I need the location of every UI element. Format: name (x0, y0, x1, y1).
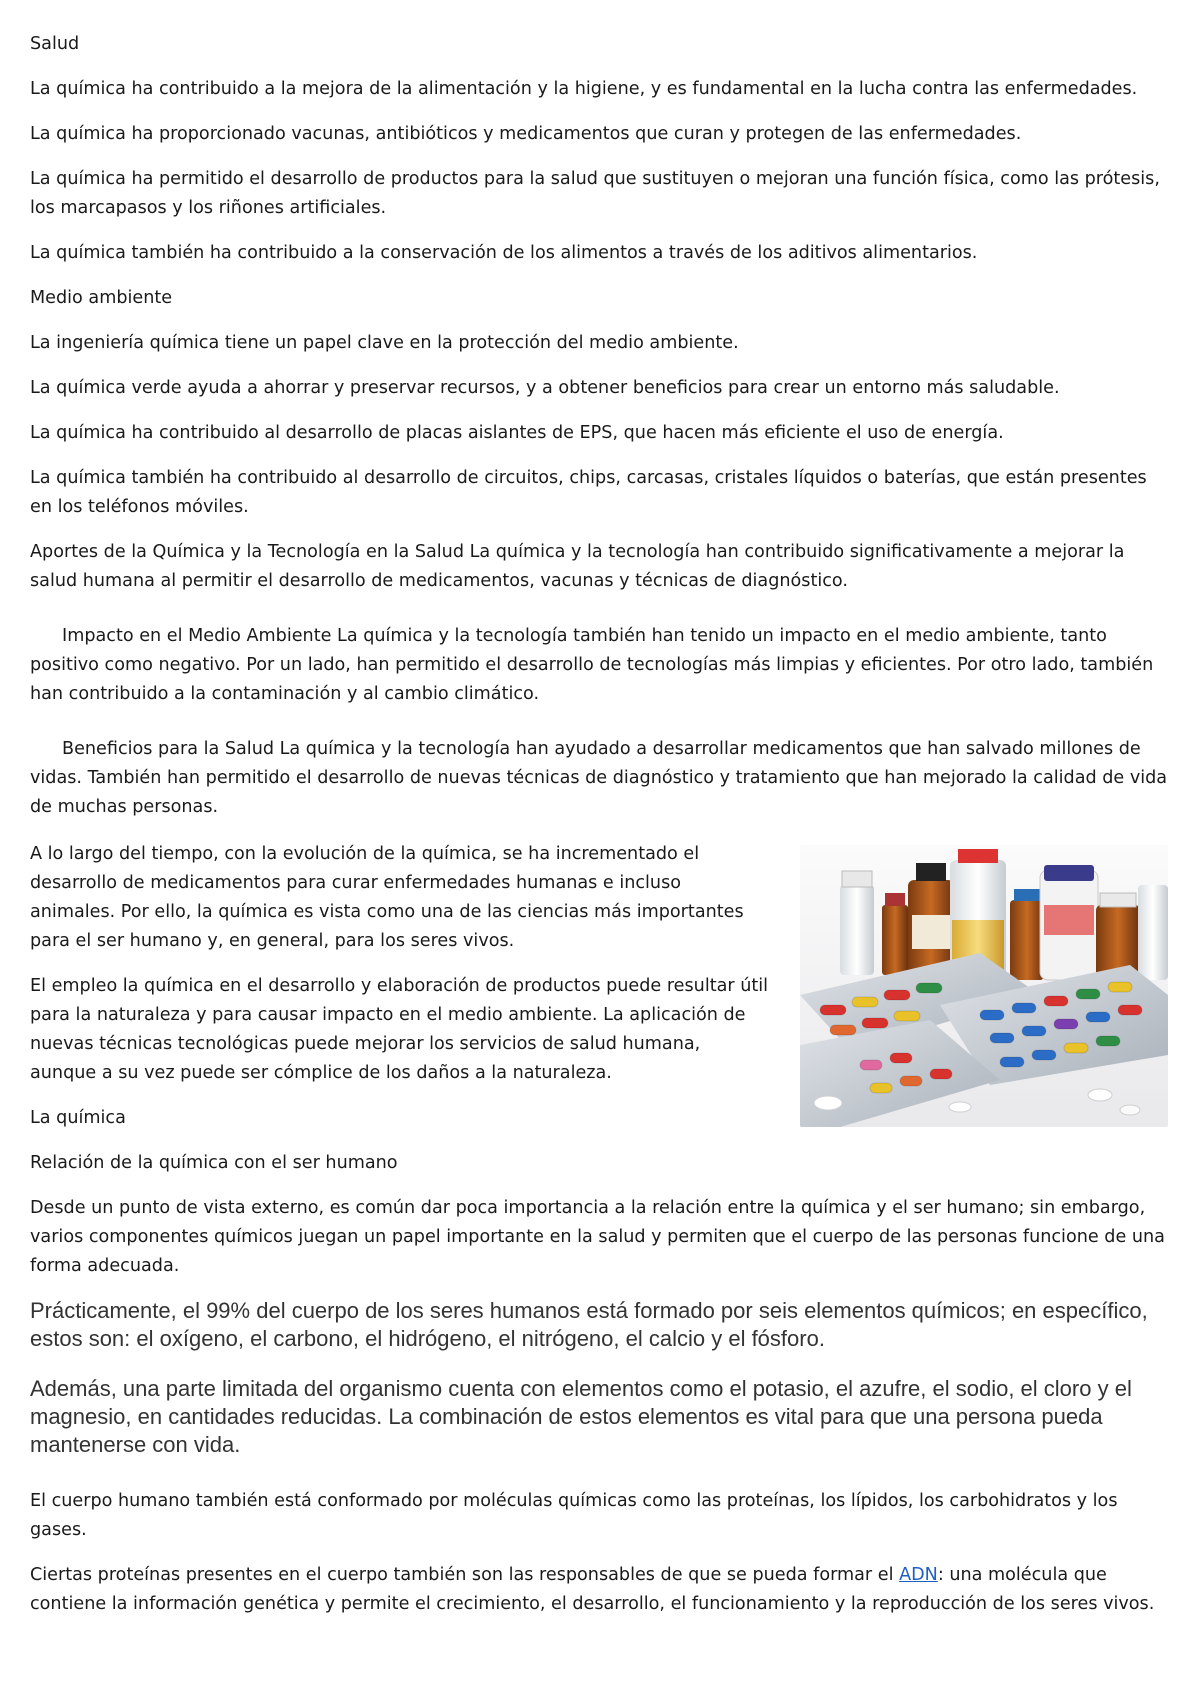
evolucion-paragraph: A lo largo del tiempo, con la evolución de la química, se ha incrementado el desarrollo de medicamentos para curar enfermedades humanas e incluso animales. Por ello, la química es vista como una de las ciencias más importantes para el ser humano y, en general, para los seres vivos. (30, 844, 744, 951)
heading-la-quimica: La química (30, 1108, 126, 1128)
salud-paragraph: La química ha permitido el desarrollo de productos para la salud que sustituyen o mejoran una función física, como las prótesis, los marcapasos y los riñones artificiales. (30, 169, 1160, 218)
medio-ambiente-paragraph: La química ha contribuido al desarrollo de placas aislantes de EPS, que hacen más eficiente el uso de energía. (30, 423, 1004, 443)
elementos-paragraph: Además, una parte limitada del organismo cuenta con elementos como el potasio, el azufre, el sodio, el cloro y el magnesio, en cantidades reducidas. La combinación de estos elementos es vital para que una persona pueda mantenerse con vida. (30, 1376, 1132, 1457)
evolucion-section (30, 840, 1168, 1088)
adn-paragraph (30, 1561, 1168, 1619)
medio-ambiente-paragraph: La química también ha contribuido al desarrollo de circuitos, chips, carcasas, cristales líquidos o baterías, que están presentes en los teléfonos móviles. (30, 468, 1147, 517)
heading-relacion: Relación de la química con el ser humano (30, 1153, 398, 1173)
relacion-intro-paragraph: Desde un punto de vista externo, es común dar poca importancia a la relación entre la química y el ser humano; sin embargo, varios componentes químicos juegan un papel importante en la salud y permiten que el cuerpo de las personas funcione de una forma adecuada. (30, 1198, 1165, 1276)
salud-paragraph: La química ha contribuido a la mejora de la alimentación y la higiene, y es fundamental en la lucha contra las enfermedades. (30, 79, 1138, 99)
aportes-paragraph: Aportes de la Química y la Tecnología en la Salud La química y la tecnología han contribuido significativamente a mejorar la salud humana al permitir el desarrollo de medicamentos, vacunas y técnicas de diagnóstico. (30, 542, 1125, 591)
adn-text-after: : una molécula que contiene la información genética y permite el crecimiento, el desarrollo, el funcionamiento y la reproducción de los seres vivos. (30, 1565, 1155, 1614)
medicine-bottles-and-pills-photo (800, 845, 1168, 1127)
elementos-paragraph: Prácticamente, el 99% del cuerpo de los seres humanos está formado por seis elementos químicos; en específico, estos son: el oxígeno, el carbono, el hidrógeno, el nitrógeno, el calcio y el fósforo. (30, 1298, 1148, 1351)
salud-paragraph: La química también ha contribuido a la conservación de los alimentos a través de los aditivos alimentarios. (30, 243, 978, 263)
medio-ambiente-paragraph: La ingeniería química tiene un papel clave en la protección del medio ambiente. (30, 333, 739, 353)
beneficios-paragraph: Beneficios para la Salud La química y la tecnología han ayudado a desarrollar medicamentos que han salvado millones de vidas. También han permitido el desarrollo de nuevas técnicas de diagnóstico y tratamiento que han mejorado la calidad de vida de muchas personas. (30, 739, 1168, 817)
moleculas-paragraph: El cuerpo humano también está conformado por moléculas químicas como las proteínas, los lípidos, los carbohidratos y los gases. (30, 1491, 1118, 1540)
adn-text-before: Ciertas proteínas presentes en el cuerpo también son las responsables de que se pueda formar el (30, 1565, 900, 1585)
section-heading-salud: Salud (30, 34, 80, 54)
evolucion-paragraph: El empleo la química en el desarrollo y elaboración de productos puede resultar útil para la naturaleza y para causar impacto en el medio ambiente. La aplicación de nuevas técnicas tecnológicas puede mejorar los servicios de salud humana, aunque a su vez puede ser cómplice de los daños a la naturaleza. (30, 976, 769, 1083)
salud-paragraph: La química ha proporcionado vacunas, antibióticos y medicamentos que curan y protegen de las enfermedades. (30, 124, 1022, 144)
evolucion-text (30, 840, 770, 1088)
medio-ambiente-paragraph: La química verde ayuda a ahorrar y preservar recursos, y a obtener beneficios para crear un entorno más saludable. (30, 378, 1060, 398)
section-heading-medio-ambiente: Medio ambiente (30, 288, 173, 308)
impacto-paragraph: Impacto en el Medio Ambiente La química y la tecnología también han tenido un impacto en el medio ambiente, tanto positivo como negativo. Por un lado, han permitido el desarrollo de tecnologías más limpias y eficientes. Por otro lado, también han contribuido a la contaminación y al cambio climático. (30, 626, 1154, 704)
adn-link[interactable]: ADN (899, 1565, 938, 1585)
